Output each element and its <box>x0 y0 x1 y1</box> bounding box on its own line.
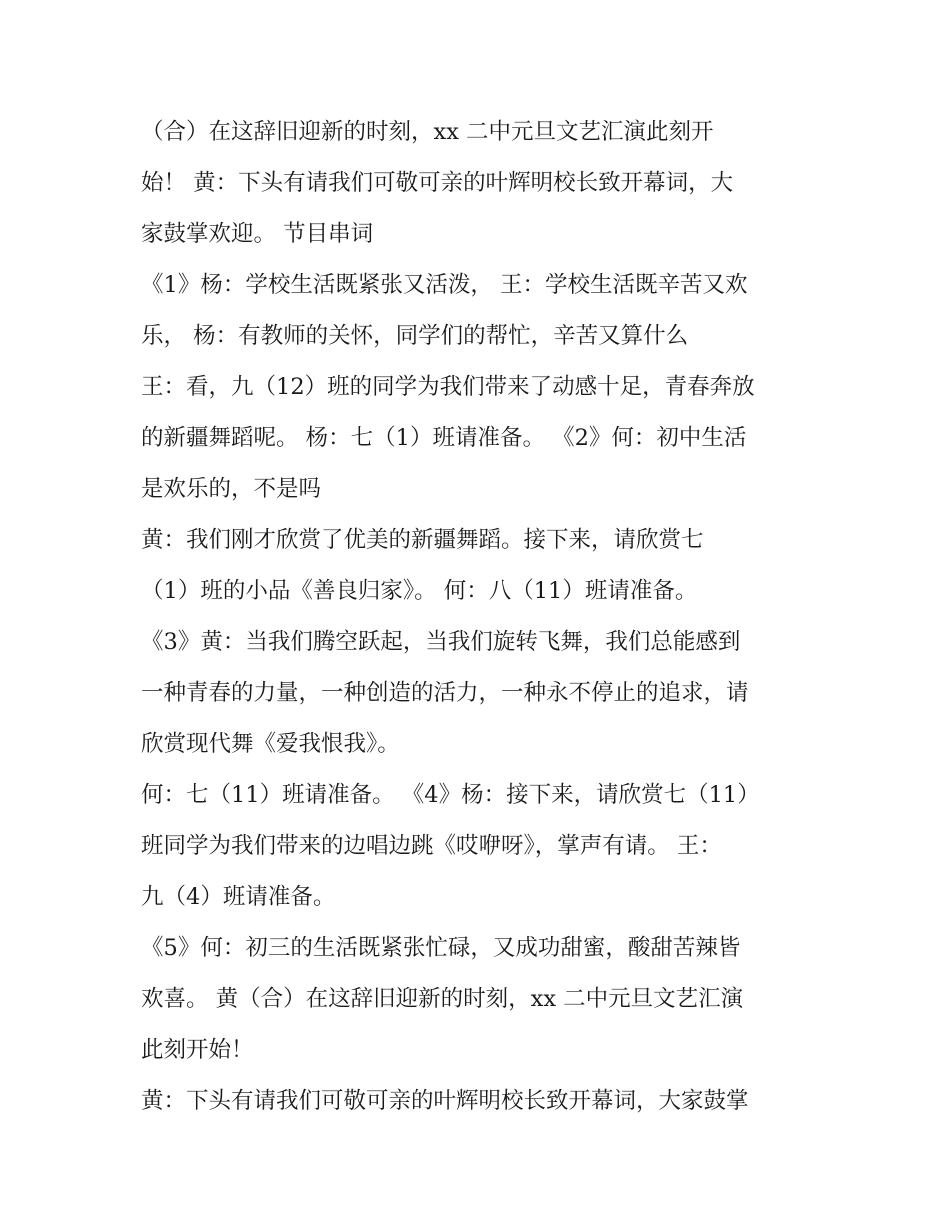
text-line-13: 欣赏现代舞《爱我恨我》。 <box>141 731 400 757</box>
text-line-15: 班同学为我们带来的边唱边跳《哎咿呀》，掌声有请。 王： <box>141 833 722 859</box>
text-line-2: 始！ 黄：下头有请我们可敬可亲的叶辉明校长致开幕词，大 <box>141 170 734 196</box>
text-line-9: 黄：我们刚才欣赏了优美的新疆舞蹈。接下来，请欣赏七 <box>141 527 704 553</box>
text-line-8: 是欢乐的，不是吗 <box>141 476 322 502</box>
text-line-18: 欢喜。 黄（合）在这辞旧迎新的时刻，xx 二中元旦文艺汇演 <box>141 986 744 1012</box>
text-line-20: 黄：下头有请我们可敬可亲的叶辉明校长致开幕词，大家鼓掌 <box>141 1088 749 1114</box>
text-line-4: 《1》杨：学校生活既紧张又活泼， 王：学校生活既辛苦又欢 <box>141 272 748 298</box>
text-line-19: 此刻开始！ <box>141 1037 254 1063</box>
text-line-1: （合）在这辞旧迎新的时刻，xx 二中元旦文艺汇演此刻开 <box>141 119 714 145</box>
text-line-6: 王：看，九（12）班的同学为我们带来了动感十足，青春奔放 <box>141 374 755 400</box>
text-line-7: 的新疆舞蹈呢。 杨：七（1）班请准备。 《2》何：初中生活 <box>141 425 747 451</box>
text-line-5: 乐， 杨：有教师的关怀，同学们的帮忙，辛苦又算什么 <box>141 323 689 349</box>
text-line-16: 九（4）班请准备。 <box>141 884 336 910</box>
text-line-17: 《5》何：初三的生活既紧张忙碌，又成功甜蜜，酸甜苦辣皆 <box>141 935 741 961</box>
text-line-12: 一种青春的力量，一种创造的活力，一种永不停止的追求，请 <box>141 680 749 706</box>
text-line-11: 《3》黄：当我们腾空跃起，当我们旋转飞舞，我们总能感到 <box>141 629 741 655</box>
text-line-14: 何：七（11）班请准备。 《4》杨：接下来，请欣赏七（11） <box>141 782 760 808</box>
document-body <box>141 107 821 1127</box>
text-line-3: 家鼓掌欢迎。 节目串词 <box>141 221 374 247</box>
text-line-10: （1）班的小品《善良归家》。 何：八（11）班请准备。 <box>141 578 698 604</box>
